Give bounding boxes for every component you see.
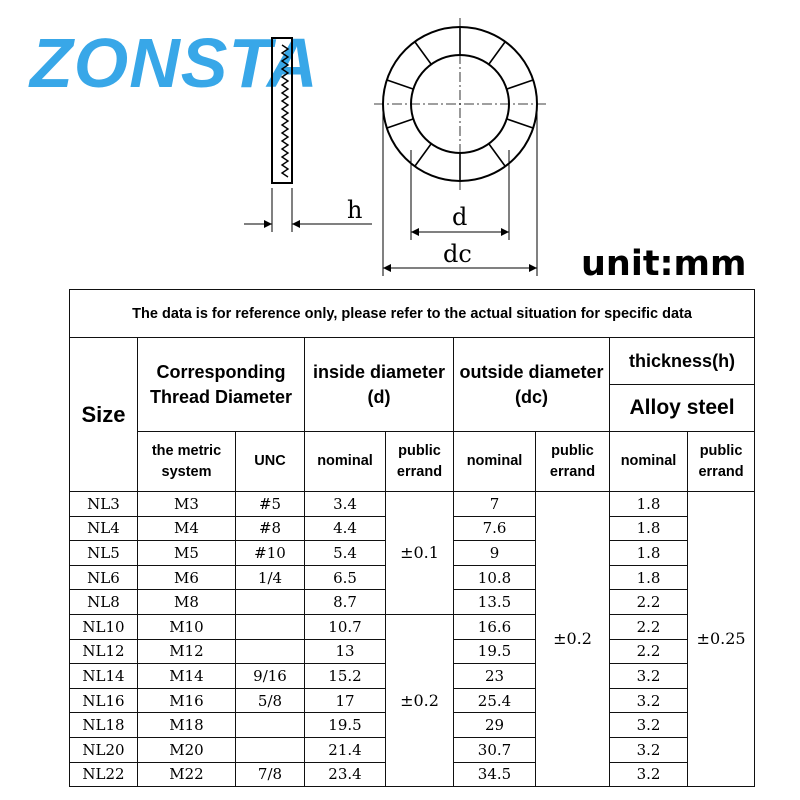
- label-h: h: [347, 196, 363, 224]
- note-cell: The data is for reference only, please refer to the actual situation for specific data: [70, 290, 755, 338]
- cell-thickness-nominal: 2.2: [610, 639, 688, 664]
- spec-table: [69, 289, 755, 787]
- cell-thickness-nominal: 2.2: [610, 614, 688, 639]
- cell-inside-nominal: 21.4: [305, 737, 386, 762]
- cell-metric: M8: [138, 590, 236, 615]
- cell-inside-errand: ±0.2: [386, 614, 454, 786]
- cell-size: NL14: [70, 664, 138, 689]
- cell-thickness-nominal: 3.2: [610, 762, 688, 787]
- header-thickness: thickness(h): [610, 338, 755, 385]
- cell-inside-nominal: 19.5: [305, 713, 386, 738]
- cell-inside-nominal: 8.7: [305, 590, 386, 615]
- cell-unc: [236, 614, 305, 639]
- label-d: d: [452, 203, 468, 231]
- cell-outside-nominal: 30.7: [454, 737, 536, 762]
- label-dc: dc: [443, 240, 472, 268]
- cell-outside-nominal: 25.4: [454, 688, 536, 713]
- cell-thickness-nominal: 3.2: [610, 713, 688, 738]
- cell-inside-nominal: 17: [305, 688, 386, 713]
- cell-size: NL18: [70, 713, 138, 738]
- cell-unc: [236, 639, 305, 664]
- cell-thickness-nominal: 1.8: [610, 541, 688, 566]
- cell-inside-nominal: 10.7: [305, 614, 386, 639]
- cell-thickness-nominal: 3.2: [610, 688, 688, 713]
- table-row: [70, 492, 755, 517]
- cell-unc: [236, 737, 305, 762]
- cell-size: NL12: [70, 639, 138, 664]
- header-thickness-errand: public errand: [688, 432, 755, 492]
- cell-metric: M5: [138, 541, 236, 566]
- cell-thickness-nominal: 1.8: [610, 565, 688, 590]
- header-thread: Corresponding Thread Diameter: [138, 338, 305, 432]
- cell-size: NL22: [70, 762, 138, 787]
- cell-metric: M10: [138, 614, 236, 639]
- brand-logo: ZONSTA: [30, 24, 319, 102]
- cell-outside-errand: ±0.2: [536, 492, 610, 787]
- cell-metric: M22: [138, 762, 236, 787]
- cell-metric: M3: [138, 492, 236, 517]
- cell-unc: #5: [236, 492, 305, 517]
- cell-size: NL10: [70, 614, 138, 639]
- cell-outside-nominal: 34.5: [454, 762, 536, 787]
- cell-metric: M14: [138, 664, 236, 689]
- header-inside-errand: public errand: [386, 432, 454, 492]
- cell-size: NL3: [70, 492, 138, 517]
- header-size: Size: [70, 338, 138, 492]
- header-metric: the metric system: [138, 432, 236, 492]
- cell-metric: M18: [138, 713, 236, 738]
- cell-thickness-nominal: 2.2: [610, 590, 688, 615]
- cell-size: NL20: [70, 737, 138, 762]
- cell-inside-errand: ±0.1: [386, 492, 454, 615]
- washer-serration: [282, 45, 288, 177]
- washer-top-view: [374, 18, 546, 276]
- cell-size: NL8: [70, 590, 138, 615]
- unit-label: unit:mm: [581, 244, 747, 284]
- cell-unc: 1/4: [236, 565, 305, 590]
- cell-unc: #10: [236, 541, 305, 566]
- table-row: [70, 614, 755, 639]
- header-outside-nominal: nominal: [454, 432, 536, 492]
- washer-side-outline: [272, 38, 292, 183]
- cell-outside-nominal: 23: [454, 664, 536, 689]
- cell-metric: M16: [138, 688, 236, 713]
- header-inside-nominal: nominal: [305, 432, 386, 492]
- cell-unc: [236, 713, 305, 738]
- cell-thickness-nominal: 1.8: [610, 492, 688, 517]
- cell-inside-nominal: 3.4: [305, 492, 386, 517]
- cell-unc: [236, 590, 305, 615]
- cell-thickness-nominal: 3.2: [610, 737, 688, 762]
- cell-outside-nominal: 9: [454, 541, 536, 566]
- cell-inside-nominal: 4.4: [305, 516, 386, 541]
- cell-outside-nominal: 7: [454, 492, 536, 517]
- header-unc: UNC: [236, 432, 305, 492]
- cell-unc: #8: [236, 516, 305, 541]
- cell-metric: M12: [138, 639, 236, 664]
- cell-size: NL16: [70, 688, 138, 713]
- cell-outside-nominal: 16.6: [454, 614, 536, 639]
- cell-outside-nominal: 7.6: [454, 516, 536, 541]
- cell-thickness-errand: ±0.25: [688, 492, 755, 787]
- cell-inside-nominal: 5.4: [305, 541, 386, 566]
- cell-unc: 9/16: [236, 664, 305, 689]
- cell-unc: 5/8: [236, 688, 305, 713]
- cell-outside-nominal: 19.5: [454, 639, 536, 664]
- cell-unc: 7/8: [236, 762, 305, 787]
- cell-metric: M4: [138, 516, 236, 541]
- cell-metric: M20: [138, 737, 236, 762]
- cell-inside-nominal: 15.2: [305, 664, 386, 689]
- cell-thickness-nominal: 1.8: [610, 516, 688, 541]
- cell-thickness-nominal: 3.2: [610, 664, 688, 689]
- cell-metric: M6: [138, 565, 236, 590]
- header-outside-errand: public errand: [536, 432, 610, 492]
- cell-outside-nominal: 13.5: [454, 590, 536, 615]
- cell-outside-nominal: 10.8: [454, 565, 536, 590]
- cell-size: NL6: [70, 565, 138, 590]
- cell-outside-nominal: 29: [454, 713, 536, 738]
- header-thickness-nominal: nominal: [610, 432, 688, 492]
- cell-size: NL4: [70, 516, 138, 541]
- cell-size: NL5: [70, 541, 138, 566]
- header-outside-diameter: outside diameter (dc): [454, 338, 610, 432]
- header-material: Alloy steel: [610, 385, 755, 432]
- cell-inside-nominal: 23.4: [305, 762, 386, 787]
- cell-inside-nominal: 6.5: [305, 565, 386, 590]
- cell-inside-nominal: 13: [305, 639, 386, 664]
- header-inside-diameter: inside diameter (d): [305, 338, 454, 432]
